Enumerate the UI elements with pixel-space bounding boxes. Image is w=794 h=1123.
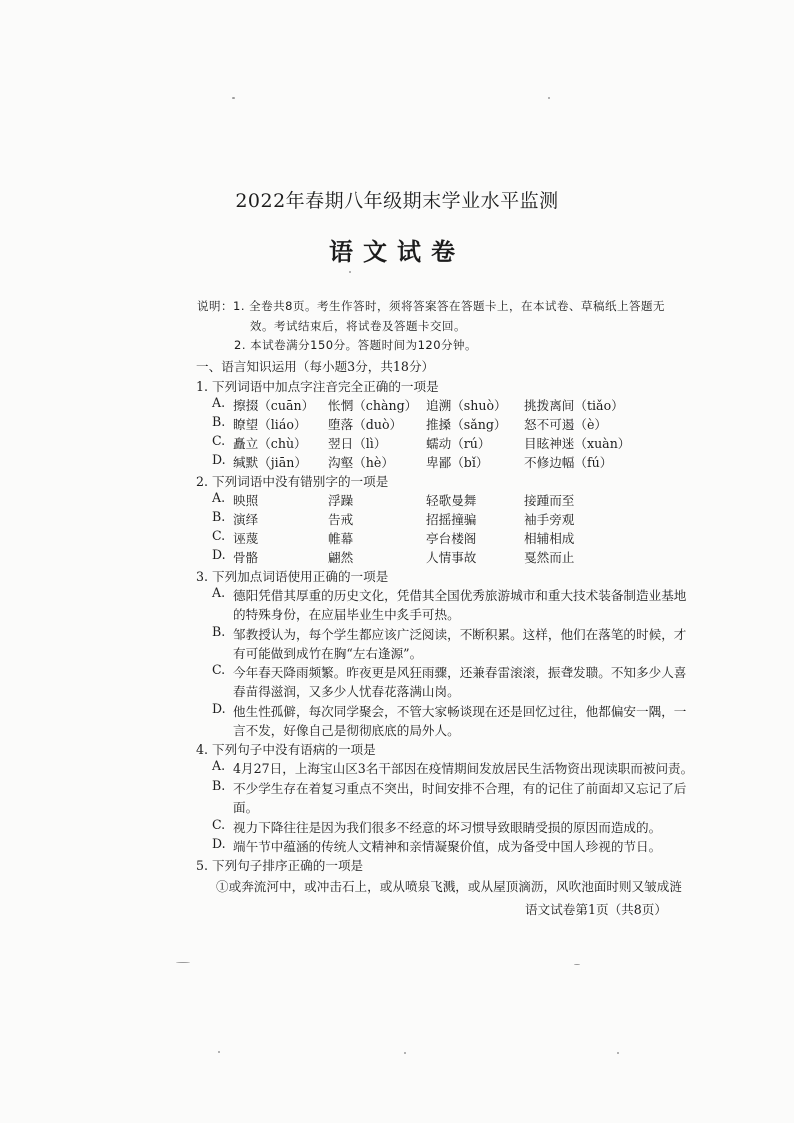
scan-speck (548, 97, 550, 99)
option-label: D. (212, 547, 226, 562)
option-label: C. (212, 528, 226, 543)
option-cell: 缄默（jiān） (233, 455, 307, 470)
option-label: C. (212, 662, 226, 677)
option-text: 4月27日，上海宝山区3名干部因在疫情期间发放居民生活物资出现读职而被问责。 (233, 761, 694, 776)
option-label: B. (212, 624, 226, 639)
option-cell: 目眩神迷（xuàn） (524, 436, 631, 451)
option-label: A. (212, 758, 226, 773)
option-label: C. (212, 817, 226, 832)
option-text: 他生性孤僻，每次同学聚会，不管大家畅谈现在还是回忆过往，他都偏安一隅，一 (233, 704, 687, 719)
option-cell: 亭台楼阁 (426, 531, 477, 546)
option-cell: 袖手旁观 (524, 512, 575, 527)
section-heading: 一、语言知识运用（每小题3分，共18分） (196, 359, 435, 374)
option-cell: 翌日（lì） (328, 436, 387, 451)
option-cell: 矗立（chù） (233, 436, 307, 451)
option-cell: 推搡（sǎng） (426, 417, 507, 432)
option-label: D. (212, 452, 226, 467)
option-label: A. (212, 395, 226, 410)
option-label: C. (212, 433, 226, 448)
option-label: A. (212, 490, 226, 505)
instructions-line-3: 2. 本试卷满分150分。答题时间为120分钟。 (234, 338, 478, 352)
option-cell: 招摇撞骗 (426, 512, 477, 527)
page-footer: 语文试卷第1页（共8页） (525, 902, 667, 917)
option-cell: 轻歌曼舞 (426, 493, 477, 508)
option-cell: 相辅相成 (524, 531, 575, 546)
option-cell: 翩然 (328, 550, 354, 565)
scan-speck (218, 1051, 220, 1053)
option-text: 端午节中蕴涵的传统人文精神和亲情凝聚价值，成为备受中国人珍视的节日。 (233, 839, 662, 854)
option-cell: 接踵而至 (524, 493, 575, 508)
option-cell: 擦掇（cuān） (233, 398, 315, 413)
question-5-text: ①或奔流河中，或冲击石上，或从喷泉飞溅，或从屋顶滴沥，风吹池面时则又皱成涟 (216, 879, 682, 894)
question-3-stem: 3. 下列加点词语使用正确的一项是 (196, 569, 389, 584)
option-text: 言不发，好像自己是彻彻底底的局外人。 (233, 723, 460, 738)
scan-speck (232, 97, 235, 99)
question-4-stem: 4. 下列句子中没有语病的一项是 (196, 742, 376, 757)
question-5-stem: 5. 下列句子排序正确的一项是 (196, 858, 364, 873)
option-label: D. (212, 836, 226, 851)
exam-title: 2022年春期八年级期末学业水平监测 (235, 190, 559, 212)
option-cell: 怒不可遏（è） (524, 417, 608, 432)
scan-speck (617, 1052, 619, 1054)
option-text: 有可能做到成竹在胸“左右逢源”。 (233, 646, 423, 661)
option-label: B. (212, 414, 226, 429)
option-text: 面。 (233, 800, 259, 815)
scan-speck (574, 964, 580, 965)
option-cell: 帷幕 (328, 531, 354, 546)
option-cell: 堕落（duò） (328, 417, 403, 432)
option-label: B. (212, 778, 226, 793)
option-cell: 告戒 (328, 512, 354, 527)
option-cell: 卑鄙（bǐ） (426, 455, 489, 470)
option-label: A. (212, 585, 226, 600)
option-cell: 诬蔑 (233, 531, 259, 546)
question-1-stem: 1. 下列词语中加点字注音完全正确的一项是 (196, 379, 439, 394)
option-text: 德阳凭借其厚重的历史文化，凭借其全国优秀旅游城市和重大技术装备制造业基地 (233, 588, 687, 603)
option-cell: 映照 (233, 493, 259, 508)
option-text: 今年春天降雨频繁。昨夜更是风狂雨骤，还兼春雷滚滚，振聋发聩。不知多少人喜 (233, 665, 687, 680)
question-2-stem: 2. 下列词语中没有错别字的一项是 (196, 474, 389, 489)
option-cell: 戛然而止 (524, 550, 575, 565)
exam-subject-title: 语文试卷 (329, 237, 465, 266)
option-text: 邹教授认为，每个学生都应该广泛阅读，不断积累。这样，他们在落笔的时候，才 (233, 627, 687, 642)
option-text: 不少学生存在着复习重点不突出，时间安排不合理，有的记住了前面却又忘记了后 (233, 781, 687, 796)
scan-speck (176, 962, 190, 963)
option-cell: 怅惘（chàng） (328, 398, 418, 413)
option-text: 的特殊身份，在应届毕业生中炙手可热。 (233, 607, 460, 622)
option-text: 视力下降往往是因为我们很多不经意的坏习惯导致眼睛受损的原因而造成的。 (233, 820, 662, 835)
scan-speck (404, 1052, 406, 1054)
instructions-line-1: 说明：1. 全卷共8页。考生作答时，须将答案答在答题卡上，在本试卷、草稿纸上答题无 (197, 299, 665, 313)
option-cell: 挑拨离间（tiǎo） (524, 398, 624, 413)
option-cell: 演绎 (233, 512, 259, 527)
option-cell: 人情事故 (426, 550, 477, 565)
option-label: D. (212, 701, 226, 716)
instructions-line-2: 效。考试结束后，将试卷及答题卡交回。 (250, 319, 466, 333)
option-cell: 骨骼 (233, 550, 259, 565)
option-label: B. (212, 509, 226, 524)
option-cell: 瞭望（liáo） (233, 417, 307, 432)
option-text: 春苗得滋润，又多少人忧春花落满山岗。 (233, 684, 460, 699)
option-cell: 蠕动（rú） (426, 436, 491, 451)
option-cell: 追溯（shuò） (426, 398, 507, 413)
option-cell: 浮躁 (328, 493, 354, 508)
scan-speck (349, 271, 351, 273)
option-cell: 沟壑（hè） (328, 455, 394, 470)
option-cell: 不修边幅（fú） (524, 455, 613, 470)
